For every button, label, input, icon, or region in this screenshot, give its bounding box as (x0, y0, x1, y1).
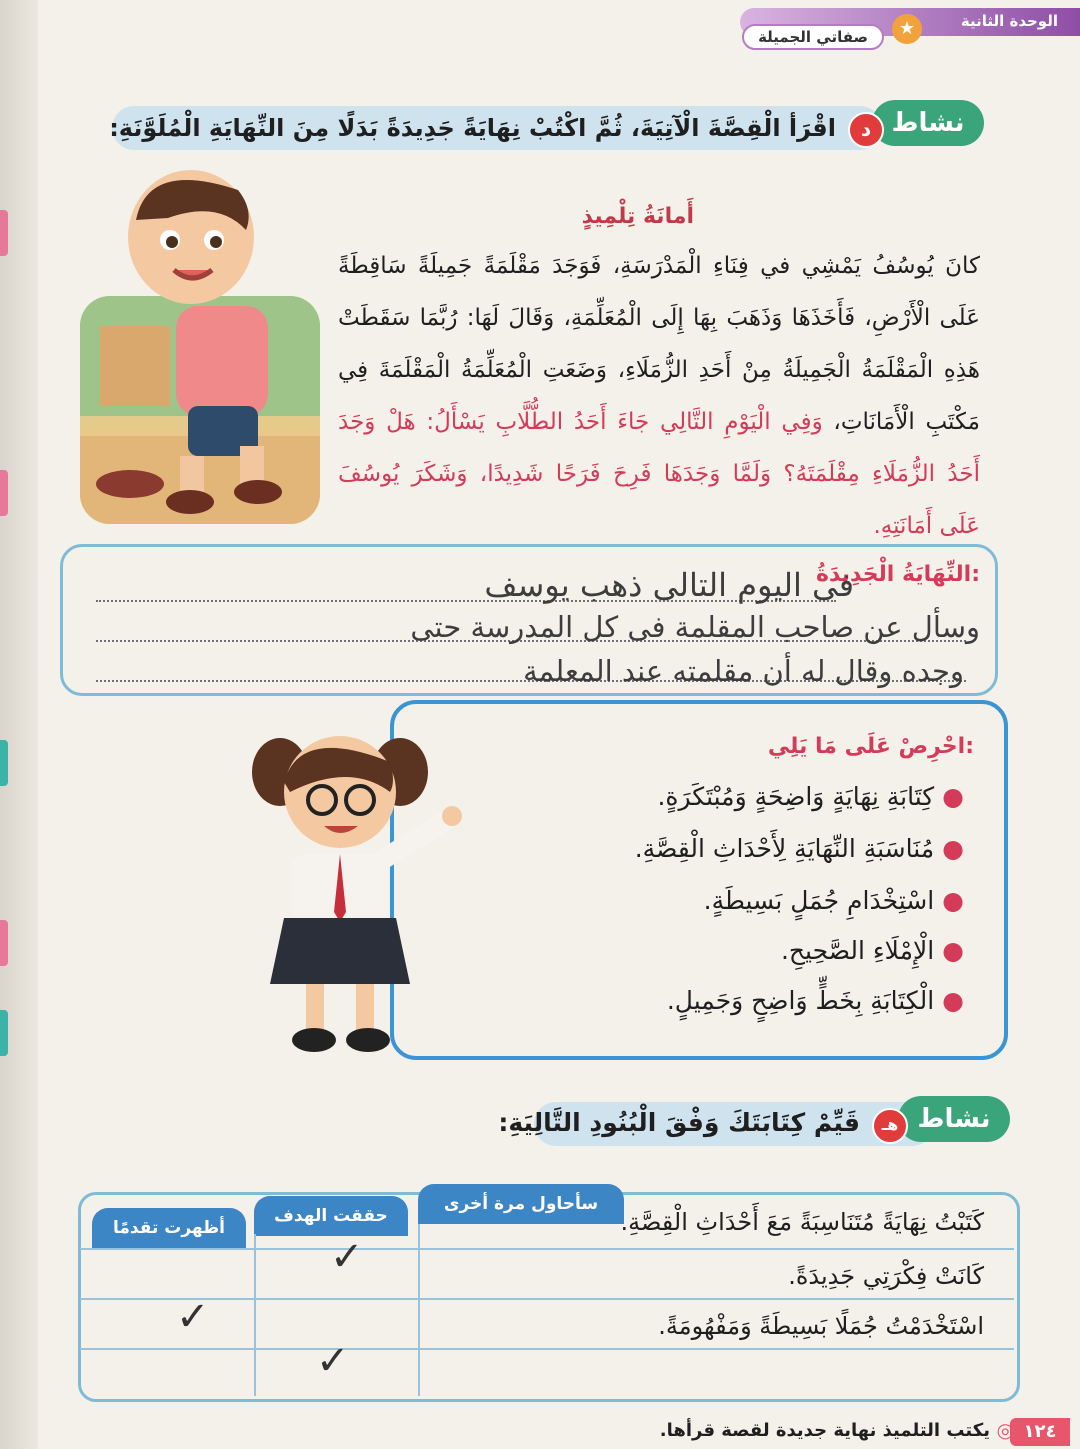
story-text (338, 240, 980, 552)
handwritten-line-1: فى اليوم التالى ذهب يوسف (484, 566, 854, 604)
activity-d-letter: د (848, 112, 884, 148)
activity-d-instruction: اقْرَأ الْقِصَّةَ الْآتِيَةَ، ثُمَّ اكْتُبْ نِهَايَةً جَدِيدَةً بَدَلًا مِنَ النِّهَايَةِ الْمُلَوَّنَةِ: (109, 114, 836, 142)
handwritten-line-3: وجده وقال له أن مقلمته عند المعلمة (523, 654, 964, 688)
table-divider (80, 1298, 1014, 1300)
activity-h-label: نشاط (898, 1096, 1010, 1142)
table-divider (80, 1348, 1014, 1350)
table-divider (254, 1234, 256, 1396)
story-colored-ending: وَفِي الْيَوْمِ التَّالِي جَاءَ أَحَدُ الطُّلَّابِ يَسْأَلُ: هَلْ وَجَدَ أَحَدُ الزُّمَلَاءِ مِقْلَمَتَهُ؟ وَلَمَّا وَجَدَهَا فَرِحَ فَرَحًا شَدِيدًا، وَشَكَرَ يُوسُفَ عَلَى أَمَانَتِهِ. (338, 409, 980, 539)
criterion-row: كَتَبْتُ نِهَايَةً مُتَنَاسِبَةً مَعَ أَحْدَاثِ الْقِصَّةِ. (620, 1208, 984, 1236)
activity-h-letter: هـ (872, 1108, 908, 1144)
criterion-row: كَانَتْ فِكْرَتِي جَدِيدَةً. (788, 1262, 984, 1290)
footer-note: يكتب التلميذ نهاية جديدة لقصة قرأها. (659, 1420, 990, 1441)
tip-item: ●مُنَاسَبَةِ النِّهَايَةِ لِأَحْدَاثِ الْقِصَّةِ. (634, 834, 964, 863)
page-edge-tab (0, 740, 8, 786)
criterion-row: اسْتَخْدَمْتُ جُمَلًا بَسِيطَةً وَمَفْهُومَةً. (658, 1312, 984, 1340)
story-title: أَمانَةُ تِلْمِيذٍ (581, 204, 694, 229)
activity-d-label: نشاط (872, 100, 984, 146)
bullet-icon: ● (942, 936, 964, 965)
page-edge-tab (0, 920, 8, 966)
activity-h-instruction: قَيِّمْ كِتَابَتَكَ وَفْقَ الْبُنُودِ التَّالِيَةِ: (498, 1108, 860, 1137)
column-progress: أظهرت تقدمًا (92, 1208, 246, 1248)
column-try-again: سأحاول مرة أخرى (418, 1184, 624, 1224)
bullet-icon: ● (942, 986, 964, 1015)
new-ending-label: النِّهَايَةُ الْجَدِيدَةُ: (816, 562, 980, 587)
unit-title: الوحدة الثانية (960, 12, 1058, 30)
goal-icon: ◎ (996, 1418, 1014, 1442)
check-mark-icon: ✓ (316, 1338, 350, 1384)
boy-illustration (80, 296, 320, 524)
tip-item: ●كِتَابَةِ نِهَايَةٍ وَاضِحَةٍ وَمُبْتَكَرَةٍ. (657, 782, 964, 811)
column-achieved: حققت الهدف (254, 1196, 408, 1236)
page-number: ١٢٤ (1010, 1418, 1070, 1446)
bullet-icon: ● (942, 886, 964, 915)
table-divider (80, 1248, 1014, 1250)
story-body: كانَ يُوسُفُ يَمْشِي في فِنَاءِ الْمَدْرَسَةِ، فَوَجَدَ مَقْلَمَةً جَمِيلَةً سَاقِطَةً عَلَى الْأَرْضِ، فَأَخَذَهَا وَذَهَبَ بِهَا إِلَى الْمُعَلِّمَةِ، وَقَالَ لَهَا: رُبَّمَا سَقَطَتْ هَذِهِ الْمَقْلَمَةُ الْجَمِيلَةُ مِنْ أَحَدِ الزُّمَلَاءِ، وَضَعَتِ الْمُعَلِّمَةُ الْمَقْلَمَةَ فِي مَكْتَبِ الْأَمَانَاتِ، (338, 253, 980, 435)
tip-item: ●الْإِمْلَاءِ الصَّحِيحِ. (780, 936, 964, 965)
tips-title: احْرِصْ عَلَى مَا يَلِي: (767, 734, 974, 759)
girl-illustration (240, 722, 470, 1072)
bullet-icon: ● (942, 782, 964, 811)
boy-face (128, 170, 254, 304)
lesson-badge-icon: ★ (892, 14, 922, 44)
page-edge-tab (0, 210, 8, 256)
bullet-icon: ● (942, 834, 964, 863)
check-mark-icon: ✓ (176, 1294, 210, 1340)
lesson-title: صفاتي الجميلة (742, 24, 884, 50)
page-edge-tab (0, 470, 8, 516)
tip-item: ●اسْتِخْدَامِ جُمَلٍ بَسِيطَةٍ. (703, 886, 964, 915)
handwritten-line-2: وسأل عن صاحب المقلمة فى كل المدرسة حتى (410, 610, 980, 644)
check-mark-icon: ✓ (330, 1234, 364, 1280)
page-edge-tab (0, 1010, 8, 1056)
tip-item: ●الْكِتَابَةِ بِخَطٍّ وَاضِحٍ وَجَمِيلٍ. (666, 986, 964, 1015)
